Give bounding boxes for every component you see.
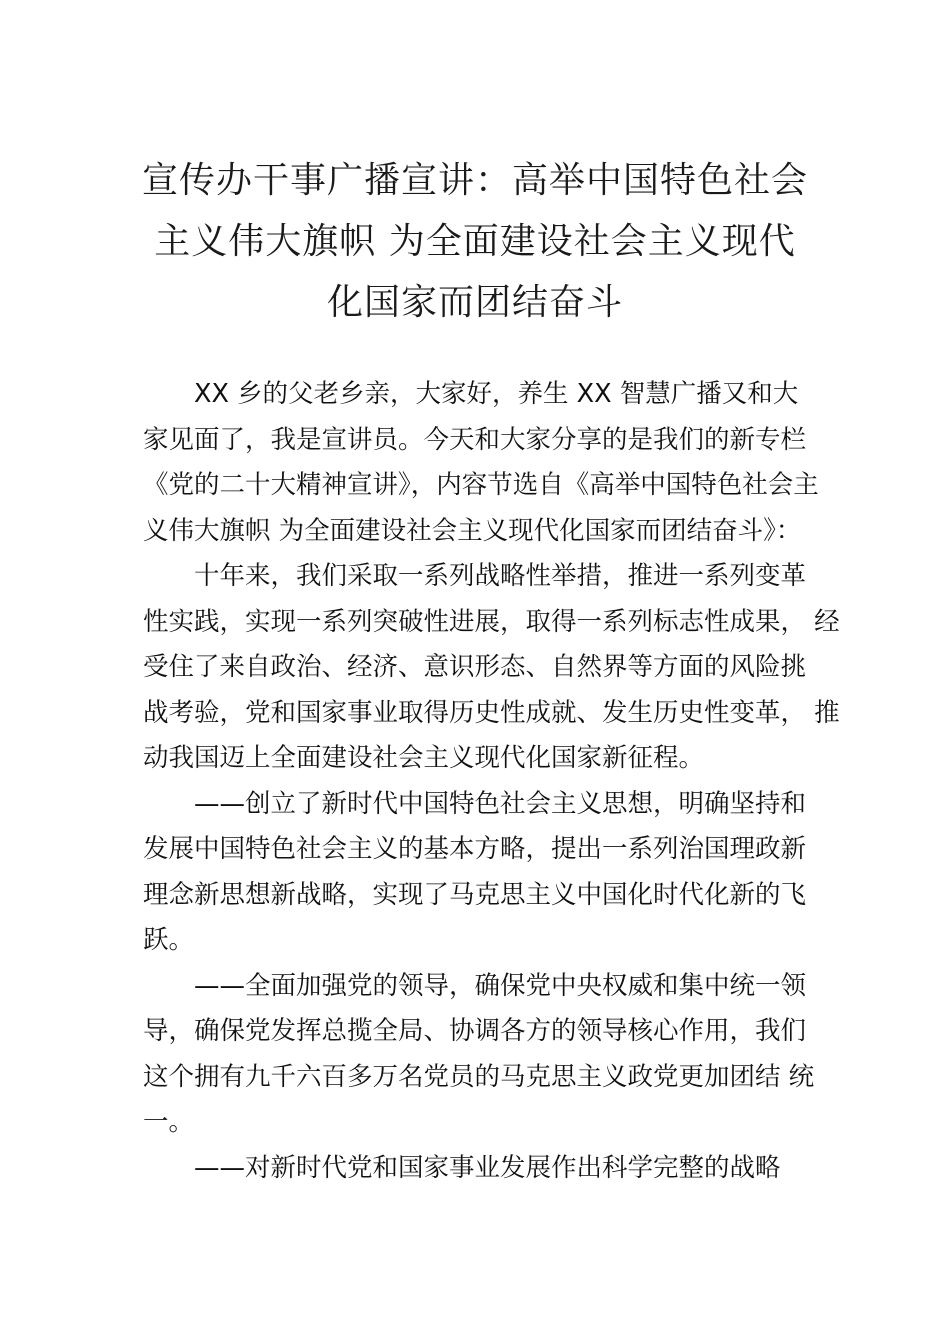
text-line: XX 乡的父老乡亲，大家好，养生 XX 智慧广播又和大 <box>194 379 799 409</box>
text-line: 义伟大旗帜 为全面建设社会主义现代化国家而团结奋斗》： <box>143 515 802 546</box>
body-paragraph <box>143 372 819 554</box>
text-line: 跃。 <box>143 925 195 955</box>
text-line: 十年来，我们采取一系列战略性举措，推进一系列变革 <box>194 561 807 591</box>
body-paragraph <box>143 1146 815 1192</box>
text-line: 这个拥有九千六百多万名党员的马克思主义政党更加团结 统 <box>143 1061 815 1092</box>
text-line: 动我国迈上全面建设社会主义现代化国家新征程。 <box>143 743 705 773</box>
document-title <box>140 150 810 333</box>
text-line: 一。 <box>143 1107 195 1137</box>
title-line: 宣传办干事广播宣讲：高举中国特色社会 <box>141 160 808 201</box>
body-paragraph <box>143 782 815 964</box>
text-line: 理念新思想新战略，实现了马克思主义中国化时代化新的飞 <box>143 879 807 910</box>
text-line: 家见面了，我是宣讲员。今天和大家分享的是我们的新专栏 <box>143 424 807 455</box>
text-line: ——全面加强党的领导，确保党中央权威和集中统一领 <box>194 970 807 1001</box>
title-line: 化国家而团结奋斗 <box>326 282 623 323</box>
body-paragraph <box>143 554 840 782</box>
text-line: 《党的二十大精神宣讲》，内容节选自《高举中国特色社会主 <box>143 470 819 500</box>
text-line: 发展中国特色社会主义的基本方略，提出一系列治国理政新 <box>143 834 807 864</box>
text-line: 受住了来自政治、经济、意识形态、自然界等方面的风险挑 <box>143 652 807 682</box>
body-paragraph <box>143 964 815 1146</box>
text-line: 战考验，党和国家事业取得历史性成就、发生历史性变革， 推 <box>143 697 840 728</box>
text-line: ——对新时代党和国家事业发展作出科学完整的战略 <box>194 1152 781 1183</box>
title-line: 主义伟大旗帜 为全面建设社会主义现代 <box>154 221 796 262</box>
text-line: 性实践，实现一系列突破性进展，取得一系列标志性成果， 经 <box>143 606 840 637</box>
text-line: 导，确保党发挥总揽全局、协调各方的领导核心作用，我们 <box>143 1016 807 1046</box>
text-line: ——创立了新时代中国特色社会主义思想，明确坚持和 <box>194 788 807 819</box>
document-body <box>143 372 840 1191</box>
